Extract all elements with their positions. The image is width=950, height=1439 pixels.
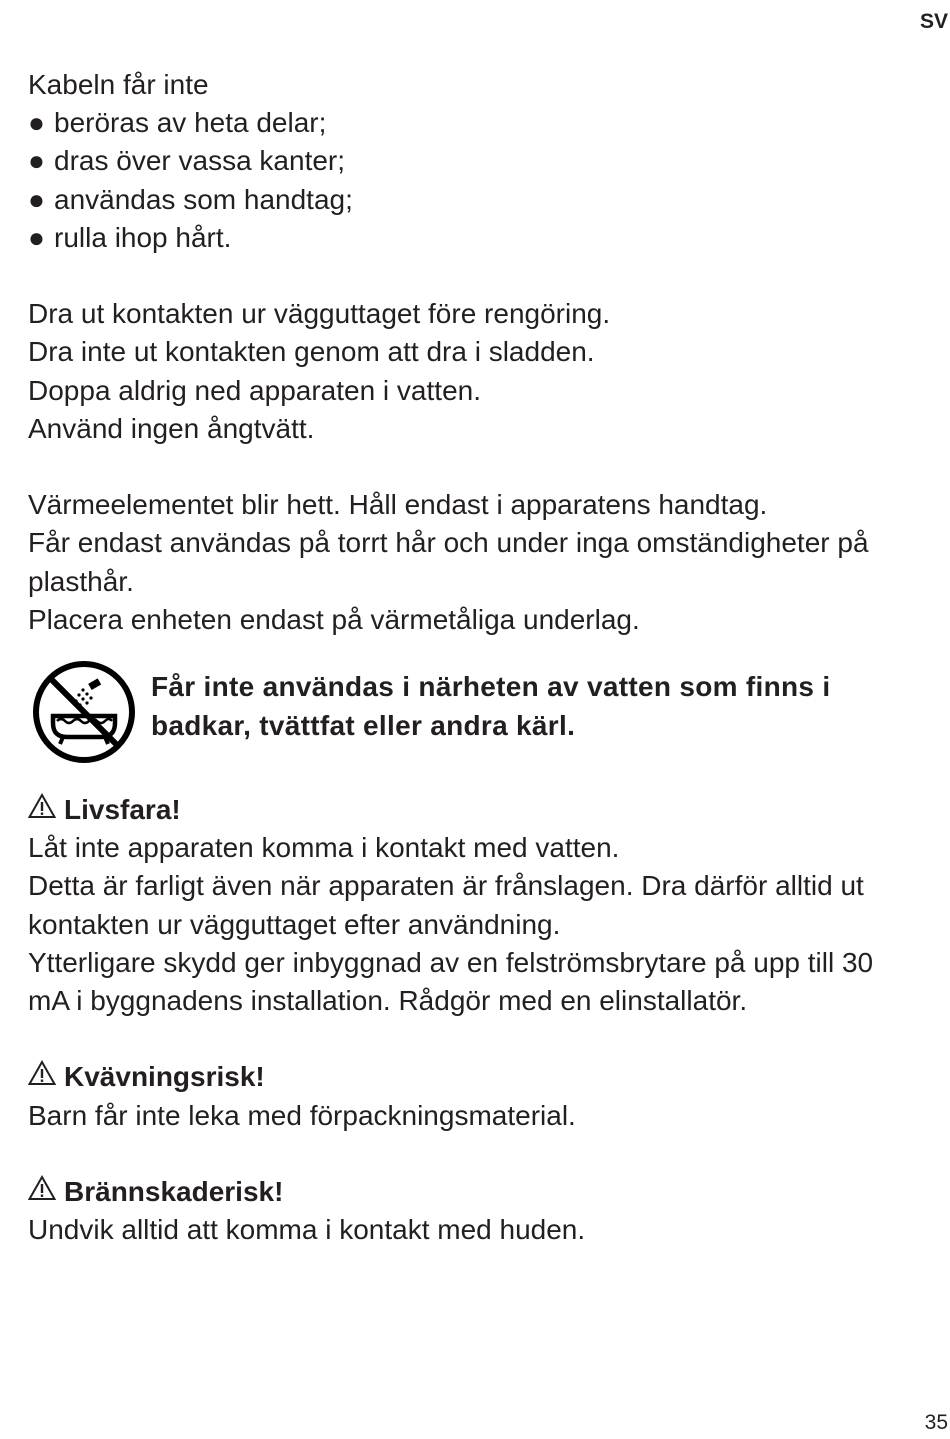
water-warning (28, 659, 944, 767)
bullet-icon: ● (28, 183, 45, 215)
warning-triangle-icon (28, 1173, 64, 1211)
list-item: ● dras över vassa kanter; (28, 142, 944, 180)
warning-triangle-icon (28, 791, 64, 829)
burn-text: Undvik alltid att komma i kontakt med huden. (28, 1214, 586, 1246)
life-danger-line: Ytterligare skydd ger inbyggnad av en felströmsbrytare på upp till 30 mA i byggnadens installation. Rådgör med en elinstallatör. (28, 946, 874, 1017)
cleaning-line: Använd ingen ångtvätt. (28, 412, 315, 444)
safety-instructions (28, 66, 944, 1249)
life-danger-line: Låt inte apparaten komma i kontakt med vatten. (28, 832, 620, 864)
life-danger-heading: Livsfara! (28, 791, 944, 829)
list-item: ● beröras av heta delar; (28, 104, 944, 142)
bullet-icon: ● (28, 145, 45, 177)
language-tag: SV (919, 10, 948, 33)
cleaning-line: Dra inte ut kontakten genom att dra i sladden. (28, 336, 595, 368)
cleaning-line: Doppa aldrig ned apparaten i vatten. (28, 374, 481, 406)
bullet-icon: ● (28, 107, 45, 139)
suffocation-heading: Kvävningsrisk! (28, 1058, 944, 1096)
heat-line: Får endast användas på torrt hår och under inga omständigheter på plasthår. (28, 527, 869, 597)
life-danger-line: Detta är farligt även när apparaten är frånslagen. Dra därför alltid ut kontakten ur vägguttaget efter användning. (28, 870, 864, 940)
burn-heading: Brännskaderisk! (28, 1173, 944, 1211)
cleaning-line: Dra ut kontakten ur vägguttaget före rengöring. (28, 298, 611, 330)
suffocation-text: Barn får inte leka med förpackningsmaterial. (28, 1099, 576, 1131)
cable-intro: Kabeln får inte (28, 69, 209, 100)
heat-line: Placera enheten endast på värmetåliga underlag. (28, 603, 640, 635)
water-warning-text: Får inte användas i närheten av vatten som finns i badkar, tvättfat eller andra kärl. (151, 671, 831, 742)
no-bath-water-icon (31, 659, 137, 765)
list-item: ● användas som handtag; (28, 181, 944, 219)
heat-line: Värmeelementet blir hett. Håll endast i apparatens handtag. (28, 489, 768, 521)
list-item: ● rulla ihop hårt. (28, 219, 944, 257)
warning-triangle-icon (28, 1058, 64, 1096)
page-number: 35 (924, 1411, 948, 1434)
bullet-icon: ● (28, 221, 45, 253)
